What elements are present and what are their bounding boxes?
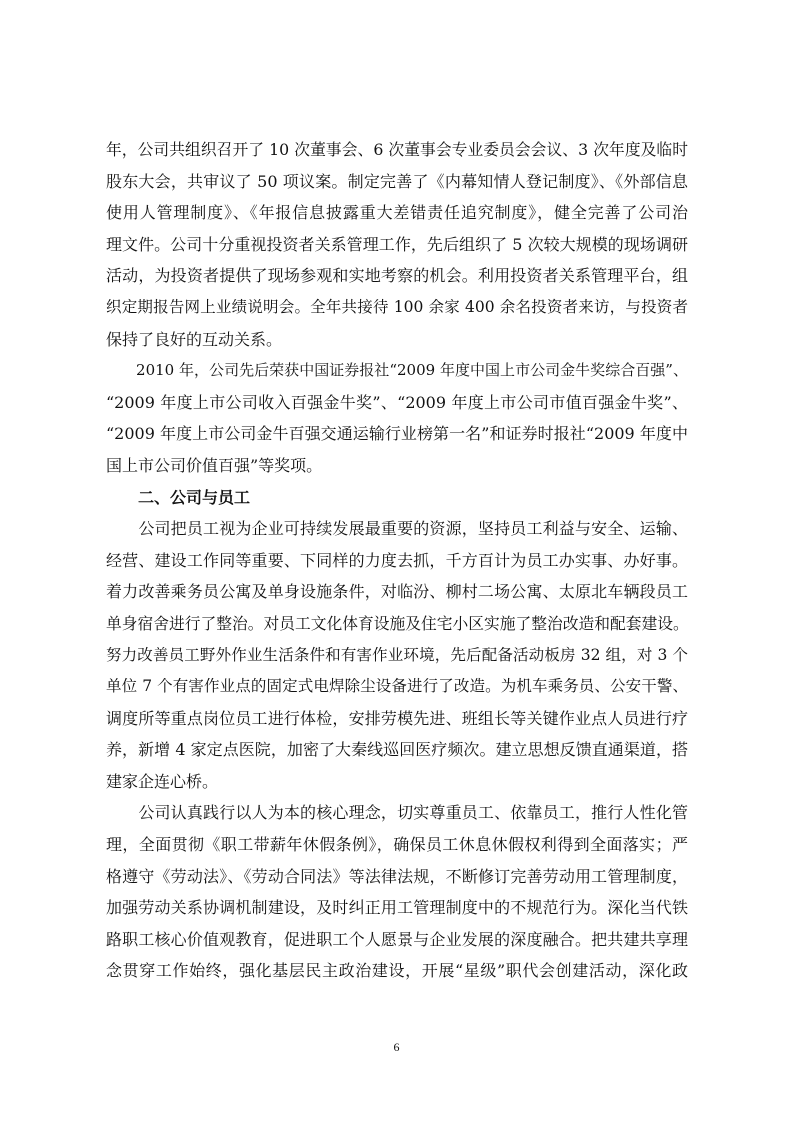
text-line: 单位 7 个有害作业点的固定式电焊除尘设备进行了改造。为机车乘务员、公安干警、 xyxy=(106,677,688,696)
paragraph xyxy=(106,134,688,355)
text-line: “2009 年度上市公司金牛百强交通运输行业榜第一名”和证券时报社“2009 年度中 xyxy=(106,424,688,444)
text-line: 调度所等重点岗位员工进行体检，安排劳模先进、班组长等关键作业点人员进行疗 xyxy=(106,708,688,728)
text-line: 公司把员工视为企业可持续发展最重要的资源，坚持员工利益与安全、运输、 xyxy=(106,519,688,539)
text-line: 年，公司共组织召开了 10 次董事会、6 次董事会专业委员会会议、3 次年度及临时 xyxy=(106,140,688,159)
text-line: 着力改善乘务员公寓及单身设施条件，对临汾、柳村二场公寓、太原北车辆段员工 xyxy=(106,582,688,602)
text-line: 保持了良好的互动关系。 xyxy=(106,329,283,349)
section-heading: 二、公司与员工 xyxy=(106,487,251,507)
text-line: 路职工核心价值观教育，促进职工个人愿景与企业发展的深度融合。把共建共享理 xyxy=(106,929,688,949)
text-line: 2010 年，公司先后荣获中国证券报社“2009 年度中国上市公司金牛奖综合百强”、 xyxy=(106,361,688,380)
paragraph xyxy=(106,482,688,514)
text-line: “2009 年度上市公司收入百强金牛奖”、“2009 年度上市公司市值百强金牛奖”、 xyxy=(106,392,688,412)
text-line: 理文件。公司十分重视投资者关系管理工作，先后组织了 5 次较大规模的现场调研 xyxy=(106,234,688,254)
text-line: 经营、建设工作同等重要、下同样的力度去抓，千方百计为员工办实事、办好事。 xyxy=(106,550,688,570)
text-line: 股东大会，共审议了 50 项议案。制定完善了《内幕知情人登记制度》、《外部信息 xyxy=(106,171,688,191)
text-line: 努力改善员工野外作业生活条件和有害作业环境，先后配备活动板房 32 组，对 3 个 xyxy=(106,645,688,664)
text-line: 念贯穿工作始终，强化基层民主政治建设，开展“星级”职代会创建活动，深化政 xyxy=(106,961,688,981)
text-line: 公司认真践行以人为本的核心理念，切实尊重员工、依靠员工，推行人性化管 xyxy=(106,803,688,823)
paragraph xyxy=(106,797,688,987)
text-line: 养，新增 4 家定点医院，加密了大秦线巡回医疗频次。建立思想反馈直通渠道，搭 xyxy=(106,740,688,760)
text-line: 活动，为投资者提供了现场参观和实地考察的机会。利用投资者关系管理平台，组 xyxy=(106,266,688,286)
paragraph xyxy=(106,355,688,481)
paragraph xyxy=(106,513,688,797)
text-line: 使用人管理制度》、《年报信息披露重大差错责任追究制度》，健全完善了公司治 xyxy=(106,203,688,223)
text-line: 格遵守《劳动法》、《劳动合同法》等法律法规，不断修订完善劳动用工管理制度， xyxy=(106,866,688,886)
text-line: 国上市公司价值百强”等奖项。 xyxy=(106,455,323,475)
text-line: 加强劳动关系协调机制建设，及时纠正用工管理制度中的不规范行为。深化当代铁 xyxy=(106,898,688,918)
page-number: 6 xyxy=(393,1040,400,1054)
text-line: 建家企连心桥。 xyxy=(106,771,219,791)
body-text xyxy=(106,134,688,987)
text-line: 织定期报告网上业绩说明会。全年共接待 100 余家 400 余名投资者来访，与投资者 xyxy=(106,297,688,316)
text-line: 理，全面贯彻《职工带薪年休假条例》，确保员工休息休假权利得到全面落实；严 xyxy=(106,835,688,855)
text-line: 单身宿舍进行了整治。对员工文化体育设施及住宅小区实施了整治改造和配套建设。 xyxy=(106,613,689,633)
